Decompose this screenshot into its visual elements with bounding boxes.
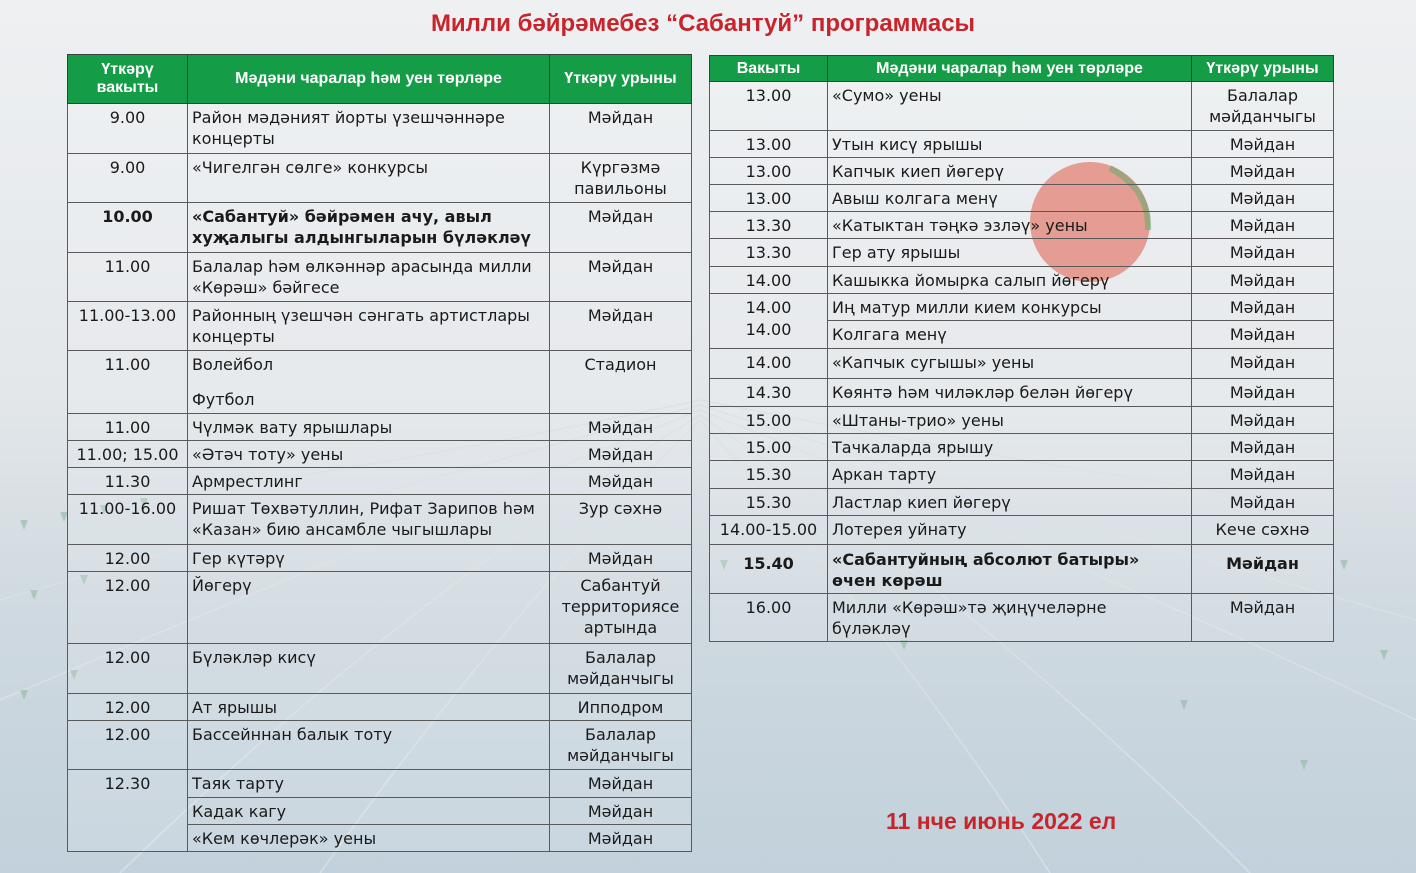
row-place: Мәйдан [550,253,692,302]
row-time: 9.00 [68,104,188,154]
row-time: 16.00 [710,594,828,642]
row-time: 13.30 [710,212,828,239]
row-place: Мәйдан [550,825,692,852]
row-event: Колгага менү [828,321,1192,349]
row-place: Күргәзмә павильоны [550,154,692,203]
row-event: «Сабантуй» бәйрәмен ачу, авыл хуҗалыгы алдынгыларын бүләкләү [188,203,550,253]
row-event: Утын кисү ярышы [828,131,1192,158]
table-row [710,545,1334,594]
table-row [68,495,692,545]
row-time: 13.00 [710,131,828,158]
row-time: 11.00 [68,414,188,441]
table-row [710,594,1334,642]
row-event: «Штаны-трио» уены [828,407,1192,434]
row-place: Мәйдан [550,414,692,441]
table-row [710,158,1334,185]
row-place: Мәйдан [550,203,692,253]
row-event: Армрестлинг [188,468,550,495]
row-event: Район мәдәният йорты үзешчәннәре концерты [188,104,550,154]
row-event: Ат ярышы [188,694,550,721]
row-event: «Сумо» уены [828,82,1192,131]
row-event: Йөгерү [188,572,550,644]
row-time: 12.00 [68,572,188,644]
row-place: Мәйдан [1192,267,1334,294]
row-event: Көянтә һәм чиләкләр белән йөгерү [828,379,1192,407]
row-event: Ластлар киеп йөгерү [828,489,1192,516]
row-time: 14.00 [710,349,828,379]
row-place: Балалар мәйданчыгы [1192,82,1334,131]
row-time: 15.30 [710,461,828,489]
row-time: 11.30 [68,468,188,495]
row-time: 13.00 [710,185,828,212]
table-row [68,351,692,414]
table-row [710,434,1334,461]
table-row [68,770,692,798]
row-time: 11.00 [68,351,188,414]
row-time: 15.00 [710,434,828,461]
row-time: 15.40 [710,545,828,594]
table-row [710,239,1334,267]
row-place: Мәйдан [1192,594,1334,642]
row-event: Аркан тарту [828,461,1192,489]
table-row [68,721,692,770]
table-row [710,516,1334,545]
schedule-table-left [67,54,692,852]
row-event: Таяк тарту [188,770,550,798]
table-row [710,267,1334,294]
row-place: Сабантуй территориясе артында [550,572,692,644]
table-row [68,203,692,253]
row-time: 12.00 [68,721,188,770]
row-event: Авыш колгага менү [828,185,1192,212]
row-event: «Капчык сугышы» уены [828,349,1192,379]
row-time: 11.00-13.00 [68,302,188,351]
row-place: Мәйдан [1192,545,1334,594]
row-time [710,294,828,349]
row-place: Мәйдан [550,302,692,351]
row-place: Зур сәхнә [550,495,692,545]
row-place: Мәйдан [1192,349,1334,379]
row-place: Балалар мәйданчыгы [550,644,692,694]
row-place: Мәйдан [1192,212,1334,239]
schedule-table-right [709,55,1334,642]
row-place: Мәйдан [1192,294,1334,321]
row-time: 12.00 [68,545,188,572]
row-time: 10.00 [68,203,188,253]
table-row [68,644,692,694]
row-place: Мәйдан [1192,434,1334,461]
row-place: Мәйдан [1192,131,1334,158]
table-row [68,104,692,154]
table-row [68,572,692,644]
column-header-place: Үткәрү урыны [550,55,692,104]
table-row [68,441,692,468]
row-event: Чүлмәк вату ярышлары [188,414,550,441]
row-place: Мәйдан [550,770,692,798]
row-time-first: 14.00 [745,298,792,317]
row-place: Мәйдан [1192,158,1334,185]
table-row [710,407,1334,434]
row-place: Мәйдан [550,441,692,468]
table-row [710,461,1334,489]
row-event: «Чигелгән сөлге» конкурсы [188,154,550,203]
row-time: 13.30 [710,239,828,267]
row-event: Капчык киеп йөгерү [828,158,1192,185]
row-place: Стадион [550,351,692,414]
column-header-time: Үткәрү вакыты [68,55,188,104]
page-title: Милли бәйрәмебез “Сабантуй” программасы [430,10,976,37]
row-event: «Кем көчлерәк» уены [188,825,550,852]
row-event: Милли «Көрәш»тә җиңүчеләрне бүләкләү [828,594,1192,642]
row-place: Мәйдан [1192,239,1334,267]
row-place: Ипподром [550,694,692,721]
column-header-place: Үткәрү урыны [1192,56,1334,82]
row-place: Мәйдан [550,468,692,495]
row-place: Мәйдан [550,798,692,825]
row-place: Мәйдан [1192,489,1334,516]
row-event: Кадак кагу [188,798,550,825]
row-event: «Әтәч тоту» уены [188,441,550,468]
row-time: 13.00 [710,158,828,185]
table-row [68,545,692,572]
row-event [188,351,550,414]
row-event: Кашыкка йомырка салып йөгерү [828,267,1192,294]
table-row [710,82,1334,131]
table-row [68,694,692,721]
column-header-event: Мәдәни чаралар һәм уен төрләре [828,56,1192,82]
row-event: Ришат Төхвәтуллин, Рифат Зарипов һәм «Казан» бию ансамбле чыгышлары [188,495,550,545]
column-header-event: Мәдәни чаралар һәм уен төрләре [188,55,550,104]
row-place: Мәйдан [1192,407,1334,434]
table-row [68,154,692,203]
row-time: 11.00; 15.00 [68,441,188,468]
row-place: Мәйдан [550,545,692,572]
row-place: Мәйдан [1192,379,1334,407]
row-time: 9.00 [68,154,188,203]
row-place: Мәйдан [1192,321,1334,349]
table-row [710,379,1334,407]
row-event: Балалар һәм өлкәннәр арасында милли «Көрәш» бәйгесе [188,253,550,302]
table-row [710,212,1334,239]
row-time: 14.00-15.00 [710,516,828,545]
row-event: Гер күтәрү [188,545,550,572]
row-time: 12.30 [68,770,188,852]
table-row [68,414,692,441]
event-football: Футбол [192,390,255,409]
row-time: 15.00 [710,407,828,434]
row-time: 13.00 [710,82,828,131]
row-time: 12.00 [68,694,188,721]
row-event: Гер ату ярышы [828,239,1192,267]
column-header-time: Вакыты [710,56,828,82]
table-row [68,253,692,302]
row-time-second: 14.00 [745,320,792,339]
row-event: «Сабантуйның абсолют батыры» өчен көрәш [828,545,1192,594]
row-event: Бассейннан балык тоту [188,721,550,770]
table-row [710,489,1334,516]
row-event: Тачкаларда ярышу [828,434,1192,461]
row-time: 14.30 [710,379,828,407]
row-event: Лотерея уйнату [828,516,1192,545]
row-place: Мәйдан [1192,461,1334,489]
row-time: 15.30 [710,489,828,516]
row-place: Балалар мәйданчыгы [550,721,692,770]
row-place: Мәйдан [1192,185,1334,212]
row-time: 11.00-16.00 [68,495,188,545]
table-row [710,131,1334,158]
table-row [710,294,1334,321]
row-time: 11.00 [68,253,188,302]
row-event: «Катыктан тәңкә эзләү» уены [828,212,1192,239]
row-event: Районның үзешчән сәнгать артистлары концерты [188,302,550,351]
event-volleyball: Волейбол [192,355,274,374]
event-date: 11 нче июнь 2022 ел [886,808,1117,834]
row-place: Мәйдан [550,104,692,154]
row-time: 14.00 [710,267,828,294]
row-event: Иң матур милли кием конкурсы [828,294,1192,321]
table-row [710,349,1334,379]
row-time: 12.00 [68,644,188,694]
table-row [710,185,1334,212]
table-row [68,468,692,495]
row-event: Бүләкләр кисү [188,644,550,694]
table-row [68,302,692,351]
row-place: Кече сәхнә [1192,516,1334,545]
